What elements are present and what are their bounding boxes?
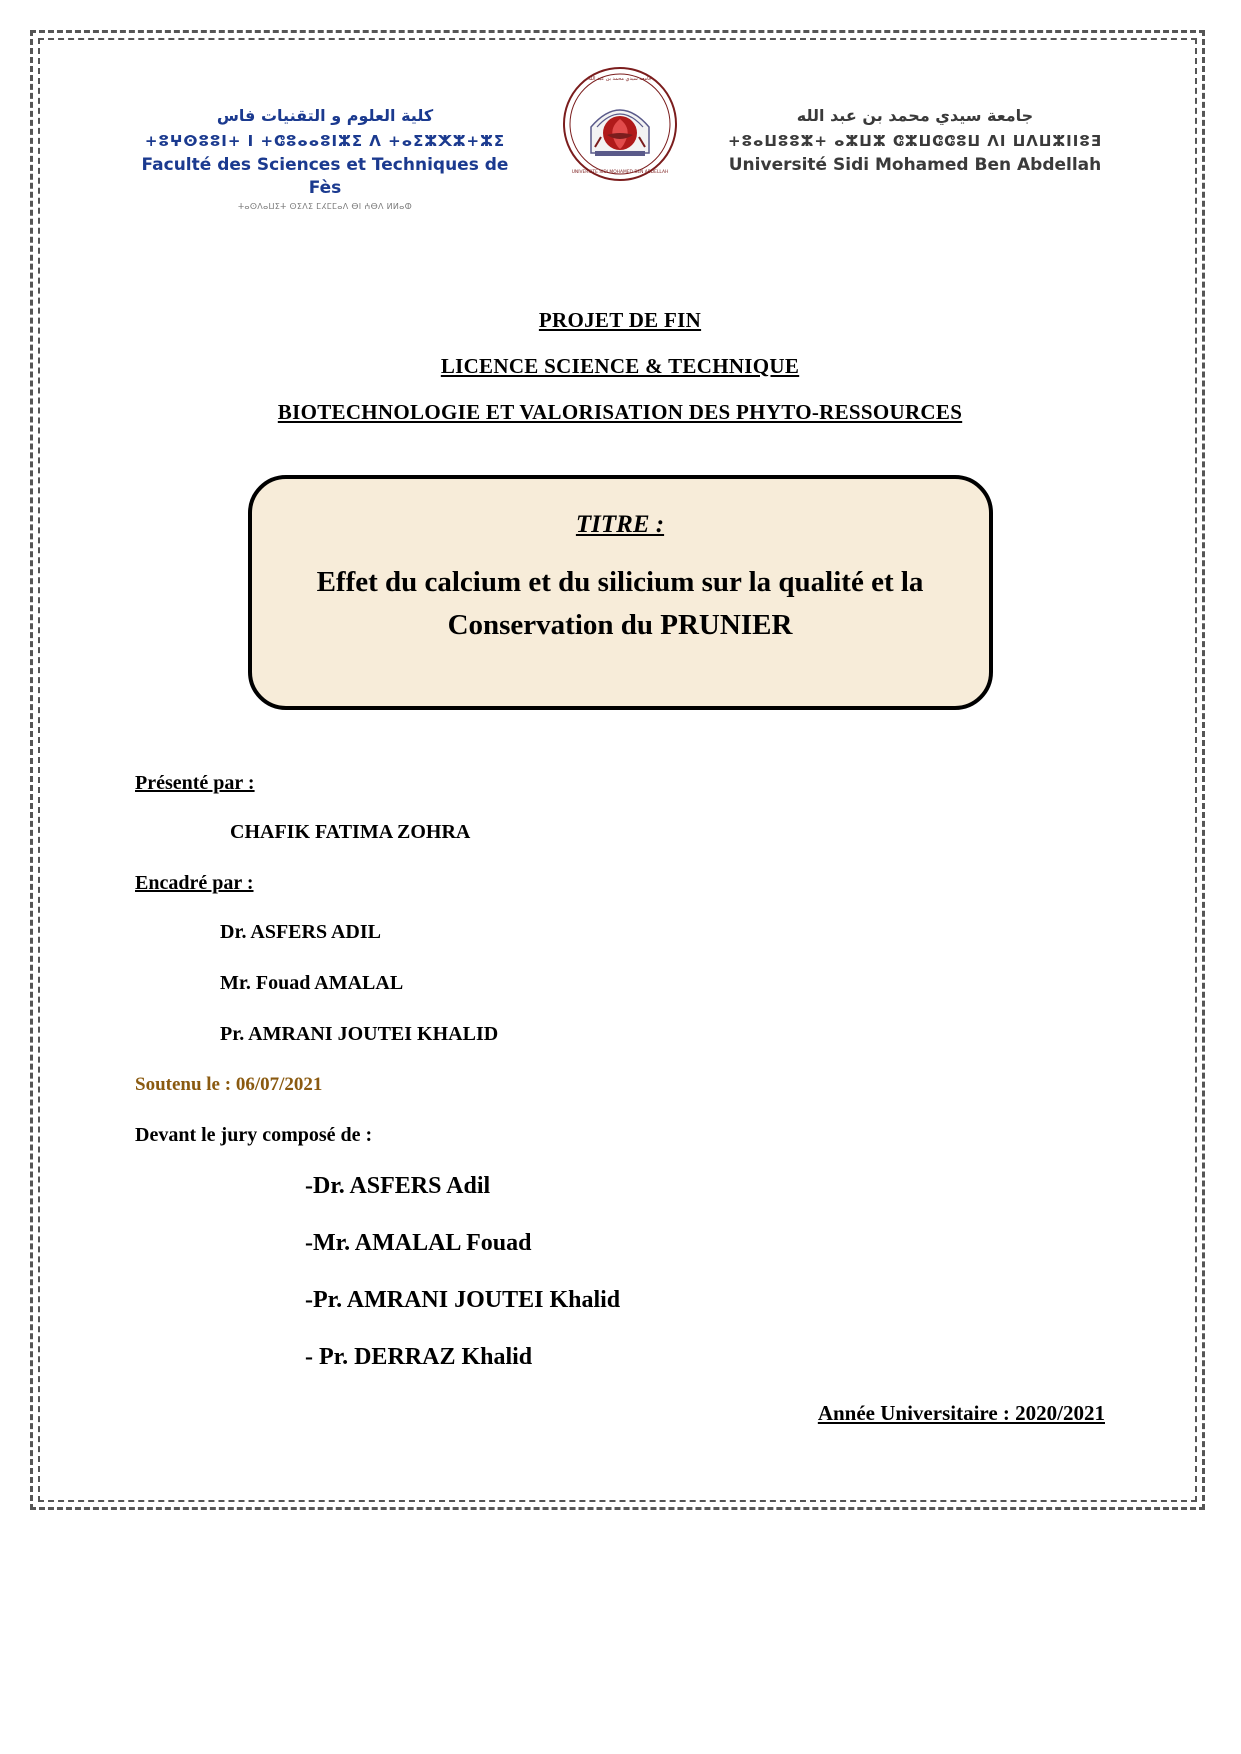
thesis-title-box [248, 475, 993, 710]
headline-line-1: PROJET DE FIN [538, 307, 702, 332]
university-seal-icon [561, 65, 679, 183]
svg-text:UNIVERSITE SIDI MOHAMED BEN AB: UNIVERSITE SIDI MOHAMED BEN ABDELLAH [571, 170, 669, 175]
supervised-by-label: Encadré par : [135, 871, 254, 894]
academic-year: Année Universitaire : 2020/2021 [817, 1400, 1105, 1425]
thesis-title: Effet du calcium et du silicium sur la qualité et la Conservation du PRUNIER [316, 565, 924, 642]
university-name-latin: Université Sidi Mohamed Ben Abdellah [728, 154, 1102, 175]
jury-member-1: -Dr. ASFERS Adil [305, 1172, 491, 1199]
faculty-identity [125, 65, 525, 213]
faculty-name-latin: Faculté des Sciences et Techniques de Fès [141, 154, 509, 198]
presented-by-label: Présenté par : [135, 771, 255, 794]
jury-member-3: -Pr. AMRANI JOUTEI Khalid [305, 1286, 621, 1313]
page-content [60, 55, 1180, 1426]
university-name-tifinagh: +ⵓⴰⵡⵓⵓⵣ+ ⴰⵣⵡⵣ ⵛⵣⵡⵛⵛⵓⵡ ⴷI ⵡⴷⵡⵣⵏⵏⵓⴺ [728, 131, 1102, 150]
author-name: CHAFIK FATIMA ZOHRA [230, 820, 471, 843]
faculty-name-tifinagh: +ⵓⵖⵙⵓⵓⵏ+ I +ⵛⵓⴰⴰⵓⵏⵣⵉ ⴷ +ⴰⵉⵣⵅⵣ+ⵣⵉ [144, 131, 506, 150]
headline-line-3: BIOTECHNOLOGIE ET VALORISATION DES PHYTO-RESSOURCES [277, 399, 963, 424]
supervisor-2: Mr. Fouad AMALAL [220, 971, 404, 994]
supervisor-3: Pr. AMRANI JOUTEI KHALID [220, 1022, 499, 1045]
headline-line-2: LICENCE SCIENCE & TECHNIQUE [440, 353, 800, 378]
faculty-name-arabic: كلية العلوم و التقنيات فاس [216, 106, 434, 125]
title-label: TITRE : [575, 510, 665, 538]
project-headline [60, 308, 1180, 425]
document-info [60, 772, 1180, 1426]
jury-label: Devant le jury composé de : [135, 1123, 373, 1146]
faculty-subtitle: ⵜⴰⵙⴷⴰⵡⵉⵜ ⵙⵉⴷⵉ ⵎⵃⵎⵎⴰⴷ ⴱⵏ ⵄⴱⴷ ⵍⵍⴰⵀ [237, 201, 413, 211]
university-name-arabic: جامعة سيدي محمد بن عبد الله [796, 106, 1034, 125]
document-header [60, 55, 1180, 213]
svg-text:جامعة سيدي محمد بن عبد الله: جامعة سيدي محمد بن عبد الله [588, 76, 652, 82]
jury-member-4: - Pr. DERRAZ Khalid [305, 1343, 533, 1370]
university-identity [715, 65, 1115, 177]
defense-date: Soutenu le : 06/07/2021 [135, 1073, 323, 1095]
supervisor-1: Dr. ASFERS ADIL [220, 920, 381, 943]
jury-member-2: -Mr. AMALAL Fouad [305, 1229, 532, 1256]
